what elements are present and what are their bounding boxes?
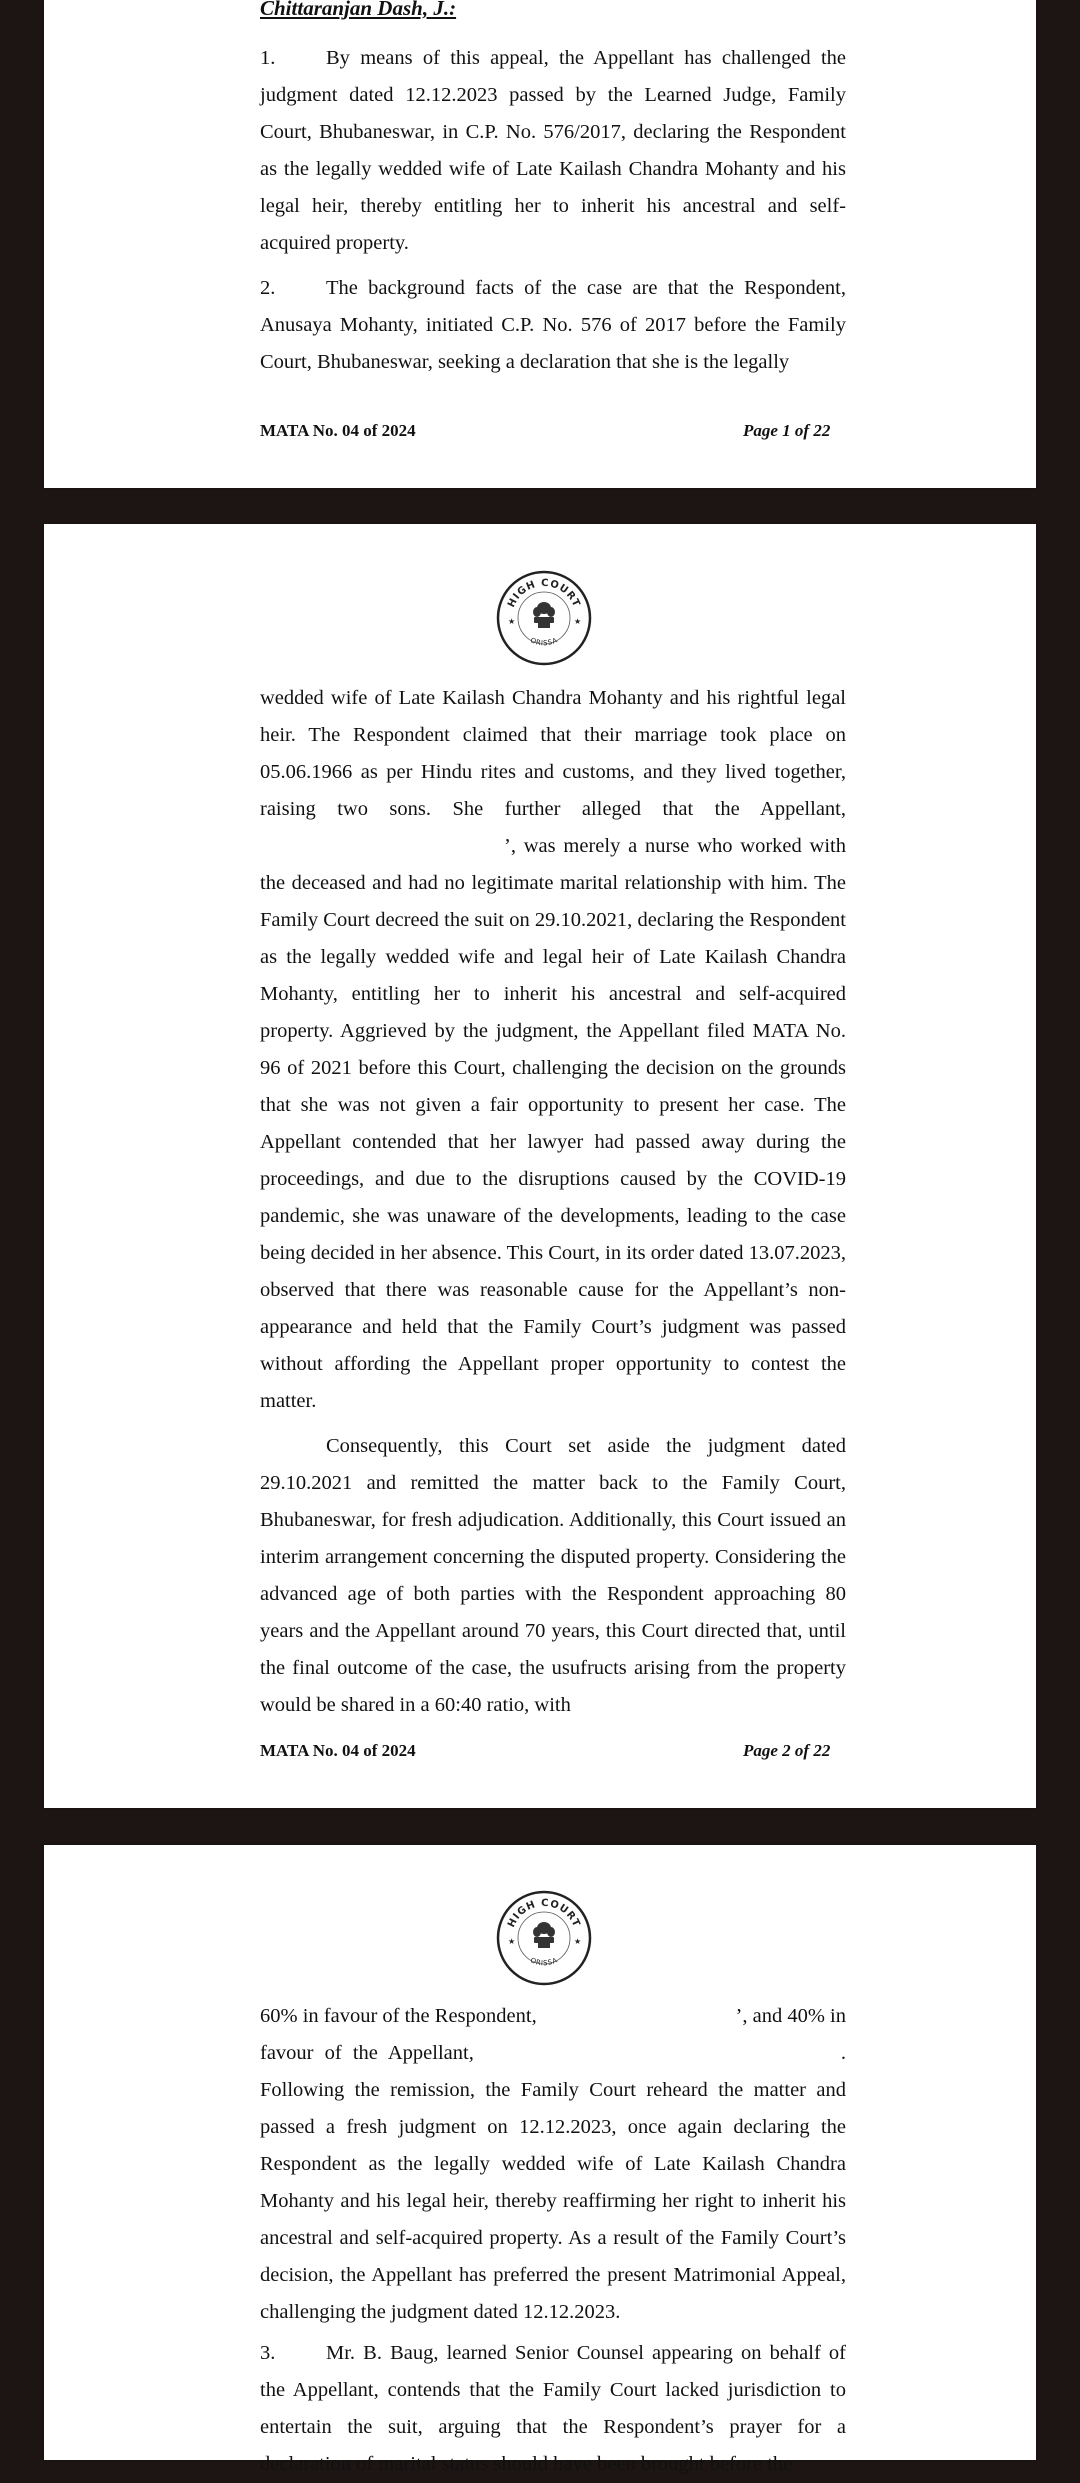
seal-bottom-text: ORISSA (529, 1956, 559, 1968)
paragraph-text: The background facts of the case are that the Respondent, Anusaya Mohanty, initiated C.P. No. 576 of 2017 before the Family Court, Bhubaneswar, seeking a declaration that she is the legally (260, 277, 846, 373)
svg-text:★: ★ (508, 617, 516, 626)
paragraph-3 (260, 2335, 846, 2483)
svg-text:★: ★ (508, 1937, 516, 1946)
svg-text:ORISSA (529, 1956, 559, 1967)
seal-top-text: HIGH COURT (506, 1897, 582, 1930)
paragraph-1 (260, 40, 846, 262)
line-text: , and 40% in (742, 2005, 846, 2027)
footer-page-number: Page 1 of 22 (743, 421, 831, 440)
paragraph-number: 1. (260, 47, 276, 69)
redaction-mark: . (840, 2042, 846, 2064)
page-2-body (260, 680, 846, 1724)
seal-bottom-text: ORISSA (529, 636, 559, 648)
svg-text:★: ★ (574, 1937, 582, 1946)
paragraph-text: Mr. B. Baug, learned Senior Counsel appearing on behalf of the Appellant, contends that the Family Court lacked jurisdiction to entertain the suit, arguing that the Respondent’s prayer for a declaration of marital status should have been brought before the (260, 2342, 846, 2475)
judge-name-heading: Chittaranjan Dash, J.: (260, 0, 457, 20)
document-page-1 (44, 0, 1036, 488)
paragraph-background-continued (260, 680, 846, 1420)
document-page-2 (44, 524, 1036, 1808)
line-text: favour of the Appellant, (260, 2042, 474, 2064)
seal-top-text: HIGH COURT (506, 577, 582, 610)
paragraph-consequently: Consequently, this Court set aside the judgment dated 29.10.2021 and remitted the matter back to the Family Court, Bhubaneswar, for fresh adjudication. Additionally, this Court issued an interim arrangement concerning the disputed property. Considering the advanced age of both parties with the Respondent approaching 80 years and the Appellant around 70 years, this Court directed that, until the final outcome of the case, the usufructs arising from the property would be shared in a 60:40 ratio, with (260, 1435, 846, 1716)
high-court-seal-icon (494, 1888, 594, 1988)
paragraph-2 (260, 270, 846, 381)
paragraph-text: By means of this appeal, the Appellant has challenged the judgment dated 12.12.2023 passed by the Learned Judge, Family Court, Bhubaneswar, in C.P. No. 576/2017, declaring the Respondent as the legally wedded wife of Late Kailash Chandra Mohanty and his legal heir, thereby entitling her to inherit his ancestral and self-acquired property. (260, 47, 846, 254)
svg-text:★: ★ (574, 617, 582, 626)
footer-case-number: MATA No. 04 of 2024 (260, 421, 416, 440)
line-text: 60% in favour of the Respondent, (260, 2005, 537, 2027)
paragraph-text: wedded wife of Late Kailash Chandra Mohanty and his rightful legal heir. The Respondent claimed that their marriage took place on 05.06.1966 as per Hindu rites and customs, and they lived together, raising two sons. She further alleged that the Appellant, (260, 687, 846, 820)
paragraph-remission: Following the remission, the Family Court reheard the matter and passed a fresh judgment on 12.12.2023, once again declaring the Respondent as the legally wedded wife of Late Kailash Chandra Mohanty and his legal heir, thereby reaffirming her right to inherit his ancestral and self-acquired property. As a result of the Family Court’s decision, the Appellant has preferred the present Matrimonial Appeal, challenging the judgment dated 12.12.2023. (260, 2079, 846, 2323)
redaction-mark: ’ (735, 2005, 743, 2027)
footer-page-number: Page 2 of 22 (743, 1741, 831, 1760)
text-line (260, 1998, 846, 2035)
high-court-seal-icon (494, 568, 594, 668)
redaction-mark: ’ (504, 835, 511, 857)
page-3-body (260, 1998, 846, 2483)
footer-case-number: MATA No. 04 of 2024 (260, 1741, 416, 1760)
paragraph-text: , was merely a nurse who worked with the deceased and had no legitimate marital relationship with him. The Family Court decreed the suit on 29.10.2021, declaring the Respondent as the legally wedded wife and legal heir of Late Kailash Chandra Mohanty, entitling her to inherit his ancestral and self-acquired property. Aggrieved by the judgment, the Appellant filed MATA No. 96 of 2021 before this Court, challenging the decision on the grounds that she was not given a fair opportunity to present her case. The Appellant contended that her lawyer had passed away during the proceedings, and due to the disruptions caused by the COVID-19 pandemic, she was unaware of the developments, leading to the case being decided in her absence. This Court, in its order dated 13.07.2023, observed that there was reasonable cause for the Appellant’s non-appearance and held that the Family Court’s judgment was passed without affording the Appellant proper opportunity to contest the matter. (260, 835, 847, 1412)
text-line (260, 2035, 846, 2072)
document-page-3 (44, 1845, 1036, 2475)
paragraph-number: 2. (260, 277, 276, 299)
svg-text:ORISSA (529, 636, 559, 647)
page-1-body (260, 40, 846, 381)
paragraph-number: 3. (260, 2342, 276, 2364)
